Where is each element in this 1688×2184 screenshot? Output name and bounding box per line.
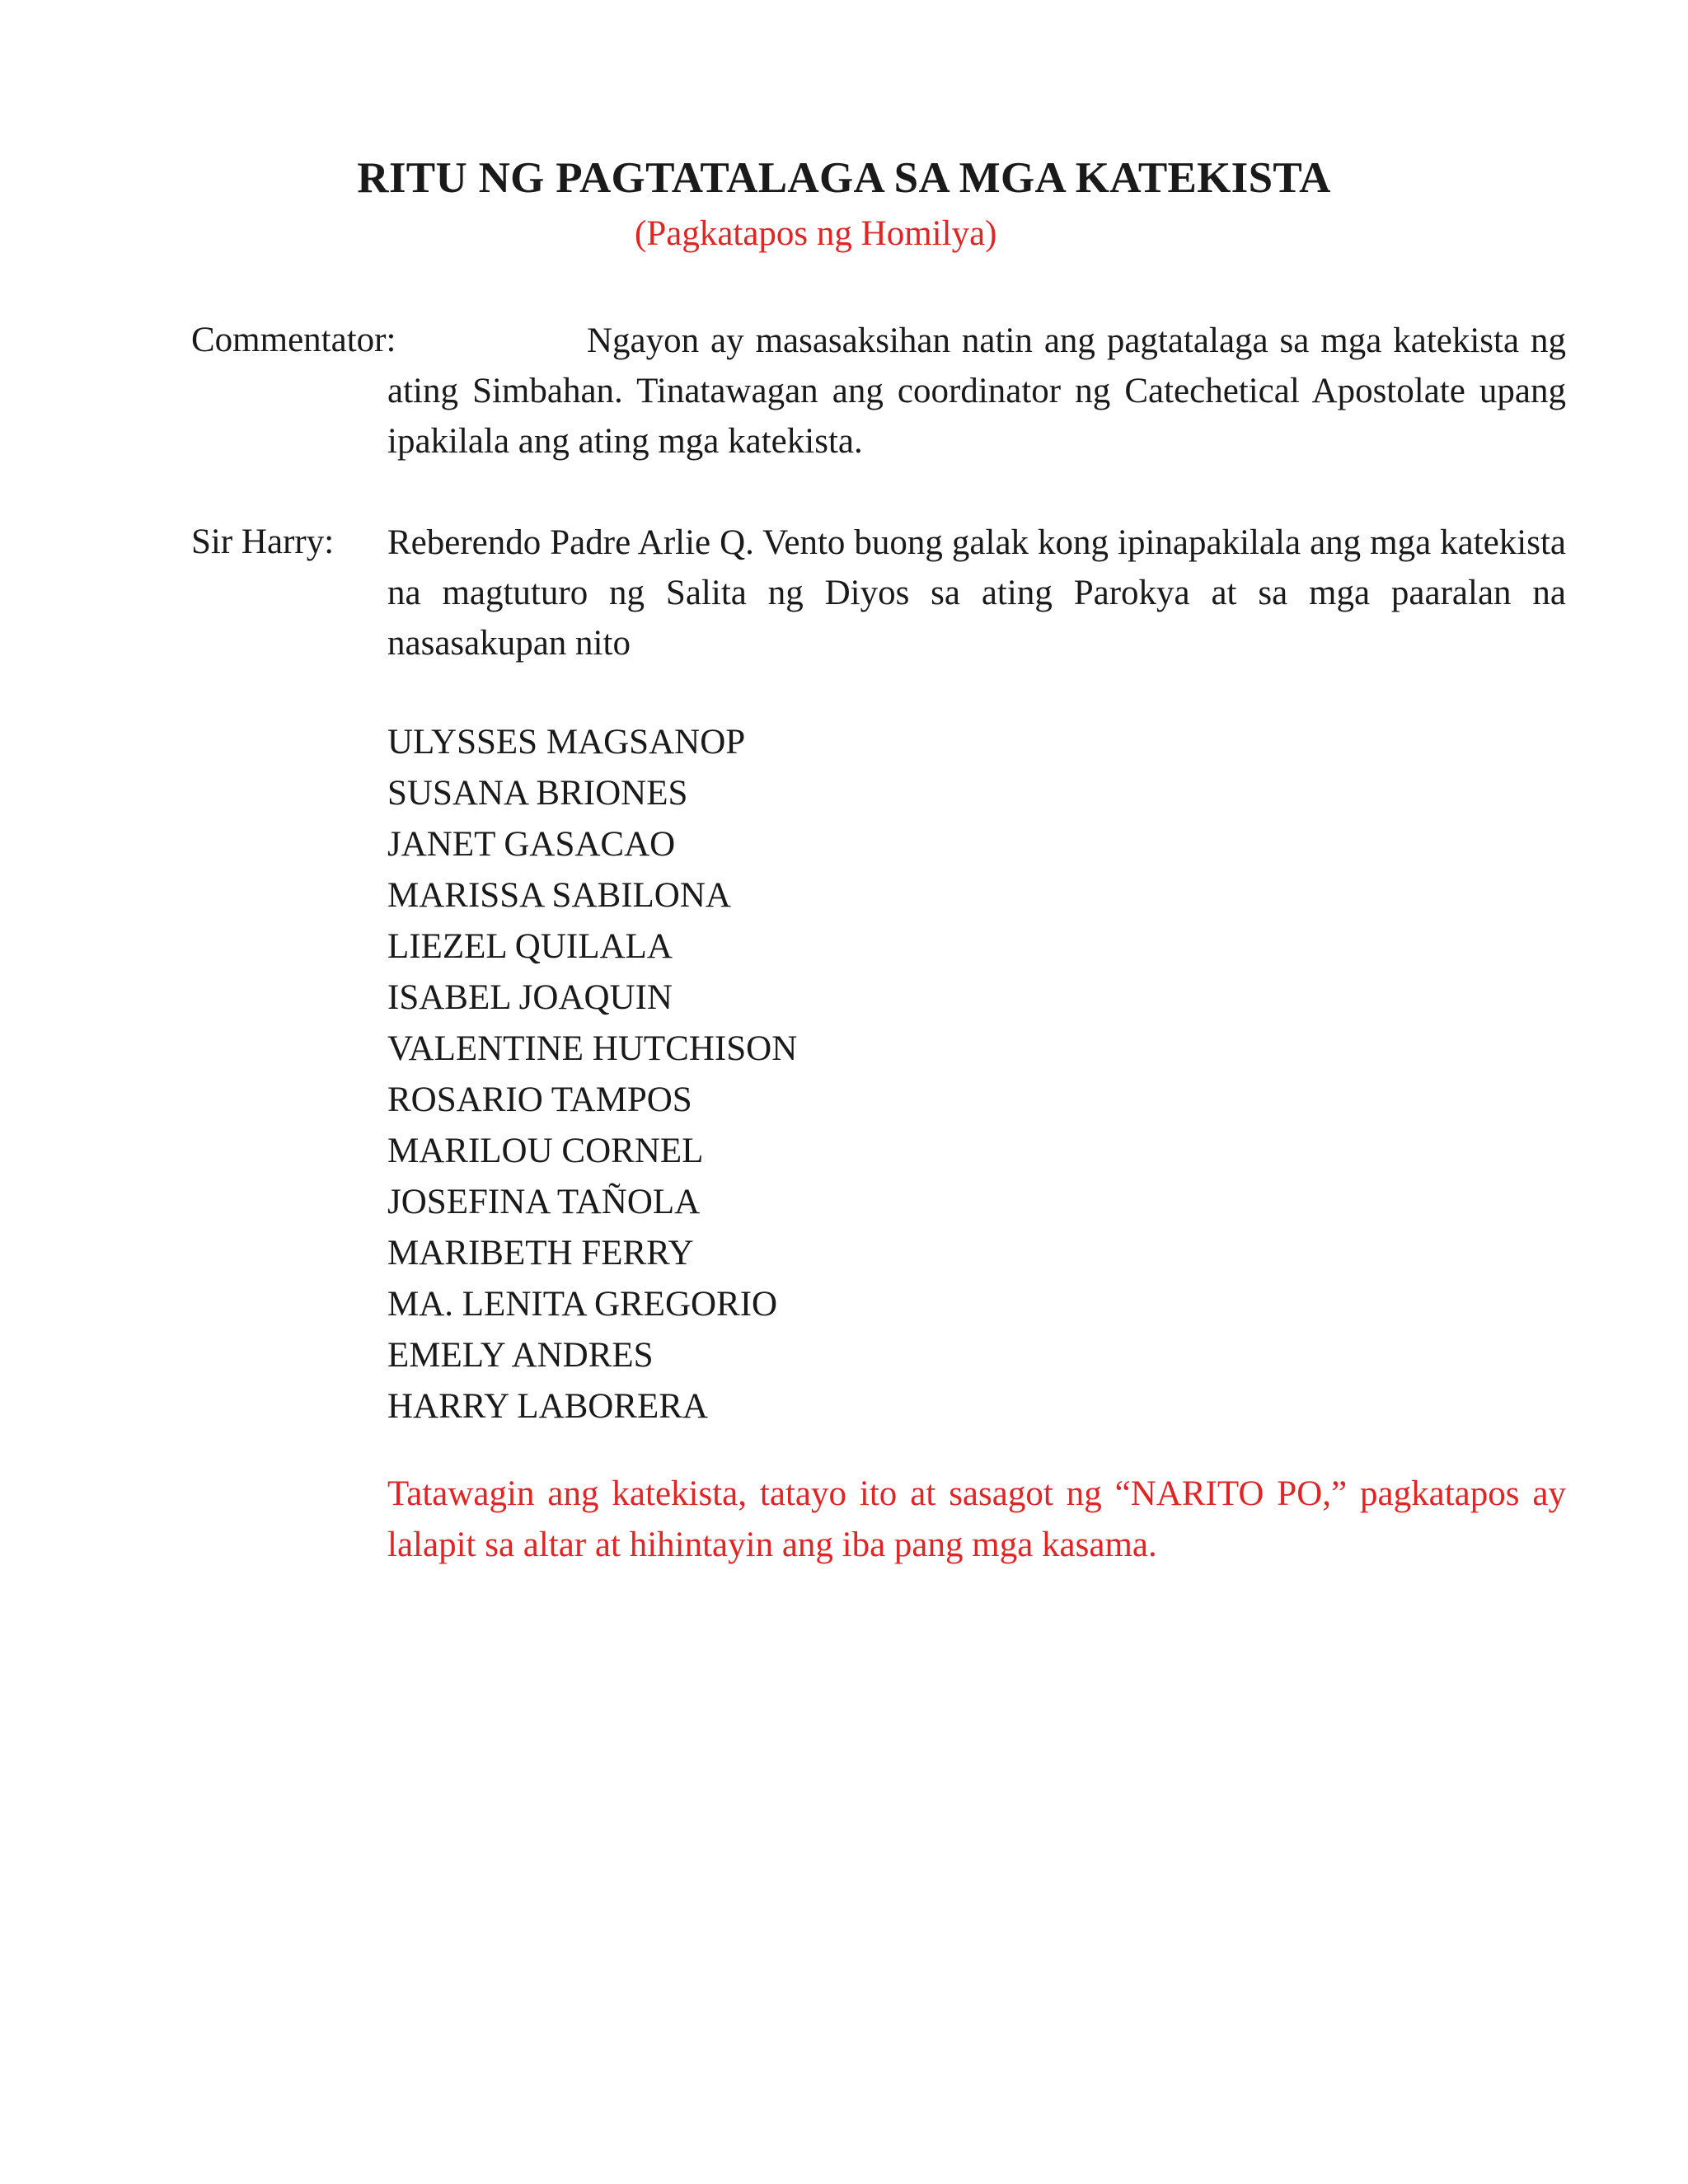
document-title: RITU NG PAGTATALAGA SA MGA KATEKISTA	[357, 154, 1331, 202]
catechist-name: MA. LENITA GREGORIO	[387, 1285, 778, 1324]
document-subtitle: (Pagkatapos ng Homilya)	[635, 214, 997, 253]
commentator-paragraph: Ngayon ay masasaksihan natin ang pagtatalaga sa mga katekista ng ating Simbahan. Tinatawagan ang coordinator ng Catechetical Apostolate upang ipakilala ang ating mga katekista.	[387, 321, 1566, 461]
catechist-name: JANET GASACAO	[387, 825, 676, 864]
catechist-name: LIEZEL QUILALA	[387, 927, 673, 966]
catechist-name: MARISSA SABILONA	[387, 876, 731, 915]
rubric-instruction: Tatawagin ang katekista, tatayo ito at sasagot ng “NARITO PO,” pagkatapos ay lalapit sa altar at hihintayin ang iba pang mga kasama.	[387, 1474, 1566, 1564]
speaker-label-commentator: Commentator:	[191, 321, 396, 359]
catechist-name: ISABEL JOAQUIN	[387, 978, 673, 1017]
catechist-name: ULYSSES MAGSANOP	[387, 723, 746, 762]
catechist-name: ROSARIO TAMPOS	[387, 1080, 692, 1119]
catechist-name: MARILOU CORNEL	[387, 1132, 704, 1170]
catechist-name: MARIBETH FERRY	[387, 1234, 694, 1272]
speaker-label-sir-harry: Sir Harry:	[191, 523, 335, 561]
sir-harry-paragraph: Reberendo Padre Arlie Q. Vento buong galak kong ipinapakilala ang mga katekista na magtuturo ng Salita ng Diyos sa ating Parokya at sa mga paaralan na nasasakupan nito	[387, 523, 1566, 663]
catechist-name: VALENTINE HUTCHISON	[387, 1029, 798, 1068]
catechist-name: HARRY LABORERA	[387, 1387, 709, 1426]
catechist-name: SUSANA BRIONES	[387, 774, 688, 813]
catechist-name: EMELY ANDRES	[387, 1336, 654, 1375]
catechist-names-list	[387, 717, 797, 1432]
catechist-name: JOSEFINA TAÑOLA	[387, 1183, 701, 1221]
